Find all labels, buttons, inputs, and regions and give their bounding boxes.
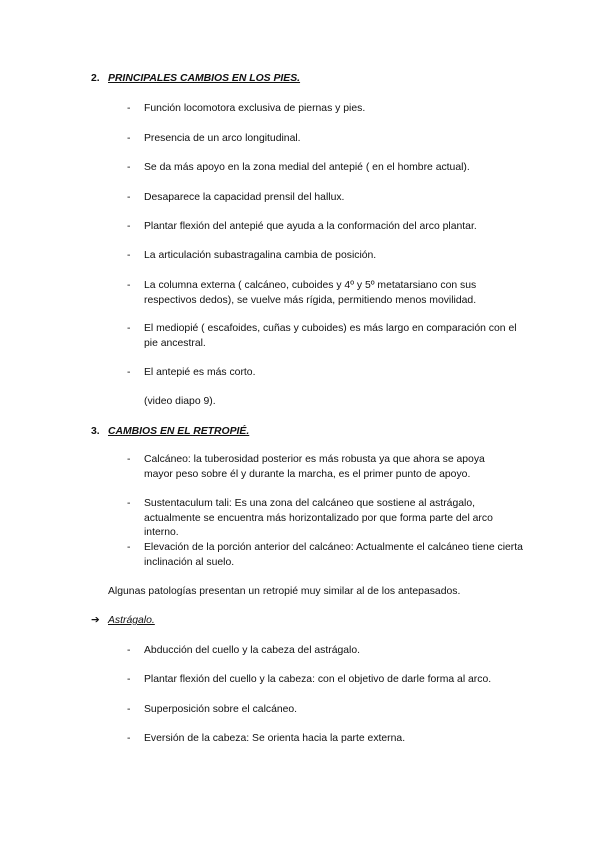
bullet-dash: - [127, 733, 131, 744]
list-item: Eversión de la cabeza: Se orienta hacia la parte externa. [144, 733, 406, 744]
bullet-dash: - [127, 367, 131, 378]
bullet-dash: - [127, 162, 131, 173]
list-item: Calcáneo: la tuberosidad posterior es más robusta ya que ahora se apoya mayor peso sobre él y durante la marcha, es el primer punto de apoyo. [144, 454, 485, 480]
list-item: Sustentaculum tali: Es una zona del calcáneo que sostiene al astrágalo, actualmente se encuentra más horizontalizado por que forma parte del arco interno. [144, 498, 493, 538]
bullet-dash: - [127, 250, 131, 261]
bullet-dash: - [127, 280, 131, 291]
list-item: La articulación subastragalina cambia de posición. [144, 250, 377, 261]
list-item: El antepié es más corto. [144, 367, 256, 378]
bullet-dash: - [127, 133, 131, 144]
section-2-title: PRINCIPALES CAMBIOS EN LOS PIES. [108, 73, 301, 84]
bullet-dash: - [127, 323, 131, 334]
bullet-dash: - [127, 103, 131, 114]
astragalo-title: Astrágalo. [108, 615, 155, 626]
list-item: Se da más apoyo en la zona medial del antepié ( en el hombre actual). [144, 162, 470, 173]
arrow-right-icon: ➔ [91, 615, 100, 626]
list-item: Plantar flexión del antepié que ayuda a la conformación del arco plantar. [144, 221, 477, 232]
bullet-dash: - [127, 454, 131, 465]
bullet-dash: - [127, 498, 131, 509]
patologias-paragraph: Algunas patologías presentan un retropié muy similar al de los antepasados. [108, 586, 461, 597]
bullet-dash: - [127, 704, 131, 715]
list-item: Elevación de la porción anterior del calcáneo: Actualmente el calcáneo tiene cierta inclinación al suelo. [144, 542, 523, 568]
list-item: Plantar flexión del cuello y la cabeza: con el objetivo de darle forma al arco. [144, 674, 492, 685]
section-2-number: 2. [91, 73, 100, 84]
section-3-title: CAMBIOS EN EL RETROPIÉ. [108, 426, 250, 437]
list-item: Presencia de un arco longitudinal. [144, 133, 301, 144]
list-item: Abducción del cuello y la cabeza del astrágalo. [144, 645, 361, 656]
list-item: Función locomotora exclusiva de piernas y pies. [144, 103, 366, 114]
video-note: (video diapo 9). [144, 396, 216, 407]
list-item: Superposición sobre el calcáneo. [144, 704, 298, 715]
bullet-dash: - [127, 674, 131, 685]
bullet-dash: - [127, 221, 131, 232]
list-item: Desaparece la capacidad prensil del hallux. [144, 192, 345, 203]
bullet-dash: - [127, 645, 131, 656]
bullet-dash: - [127, 542, 131, 553]
list-item: La columna externa ( calcáneo, cuboides y 4º y 5º metatarsiano con sus respectivos dedos), se vuelve más rígida, permitiendo menos movilidad. [144, 280, 477, 306]
bullet-dash: - [127, 192, 131, 203]
list-item: El mediopié ( escafoides, cuñas y cuboides) es más largo en comparación con el pie ancestral. [144, 323, 517, 349]
section-3-number: 3. [91, 426, 100, 437]
